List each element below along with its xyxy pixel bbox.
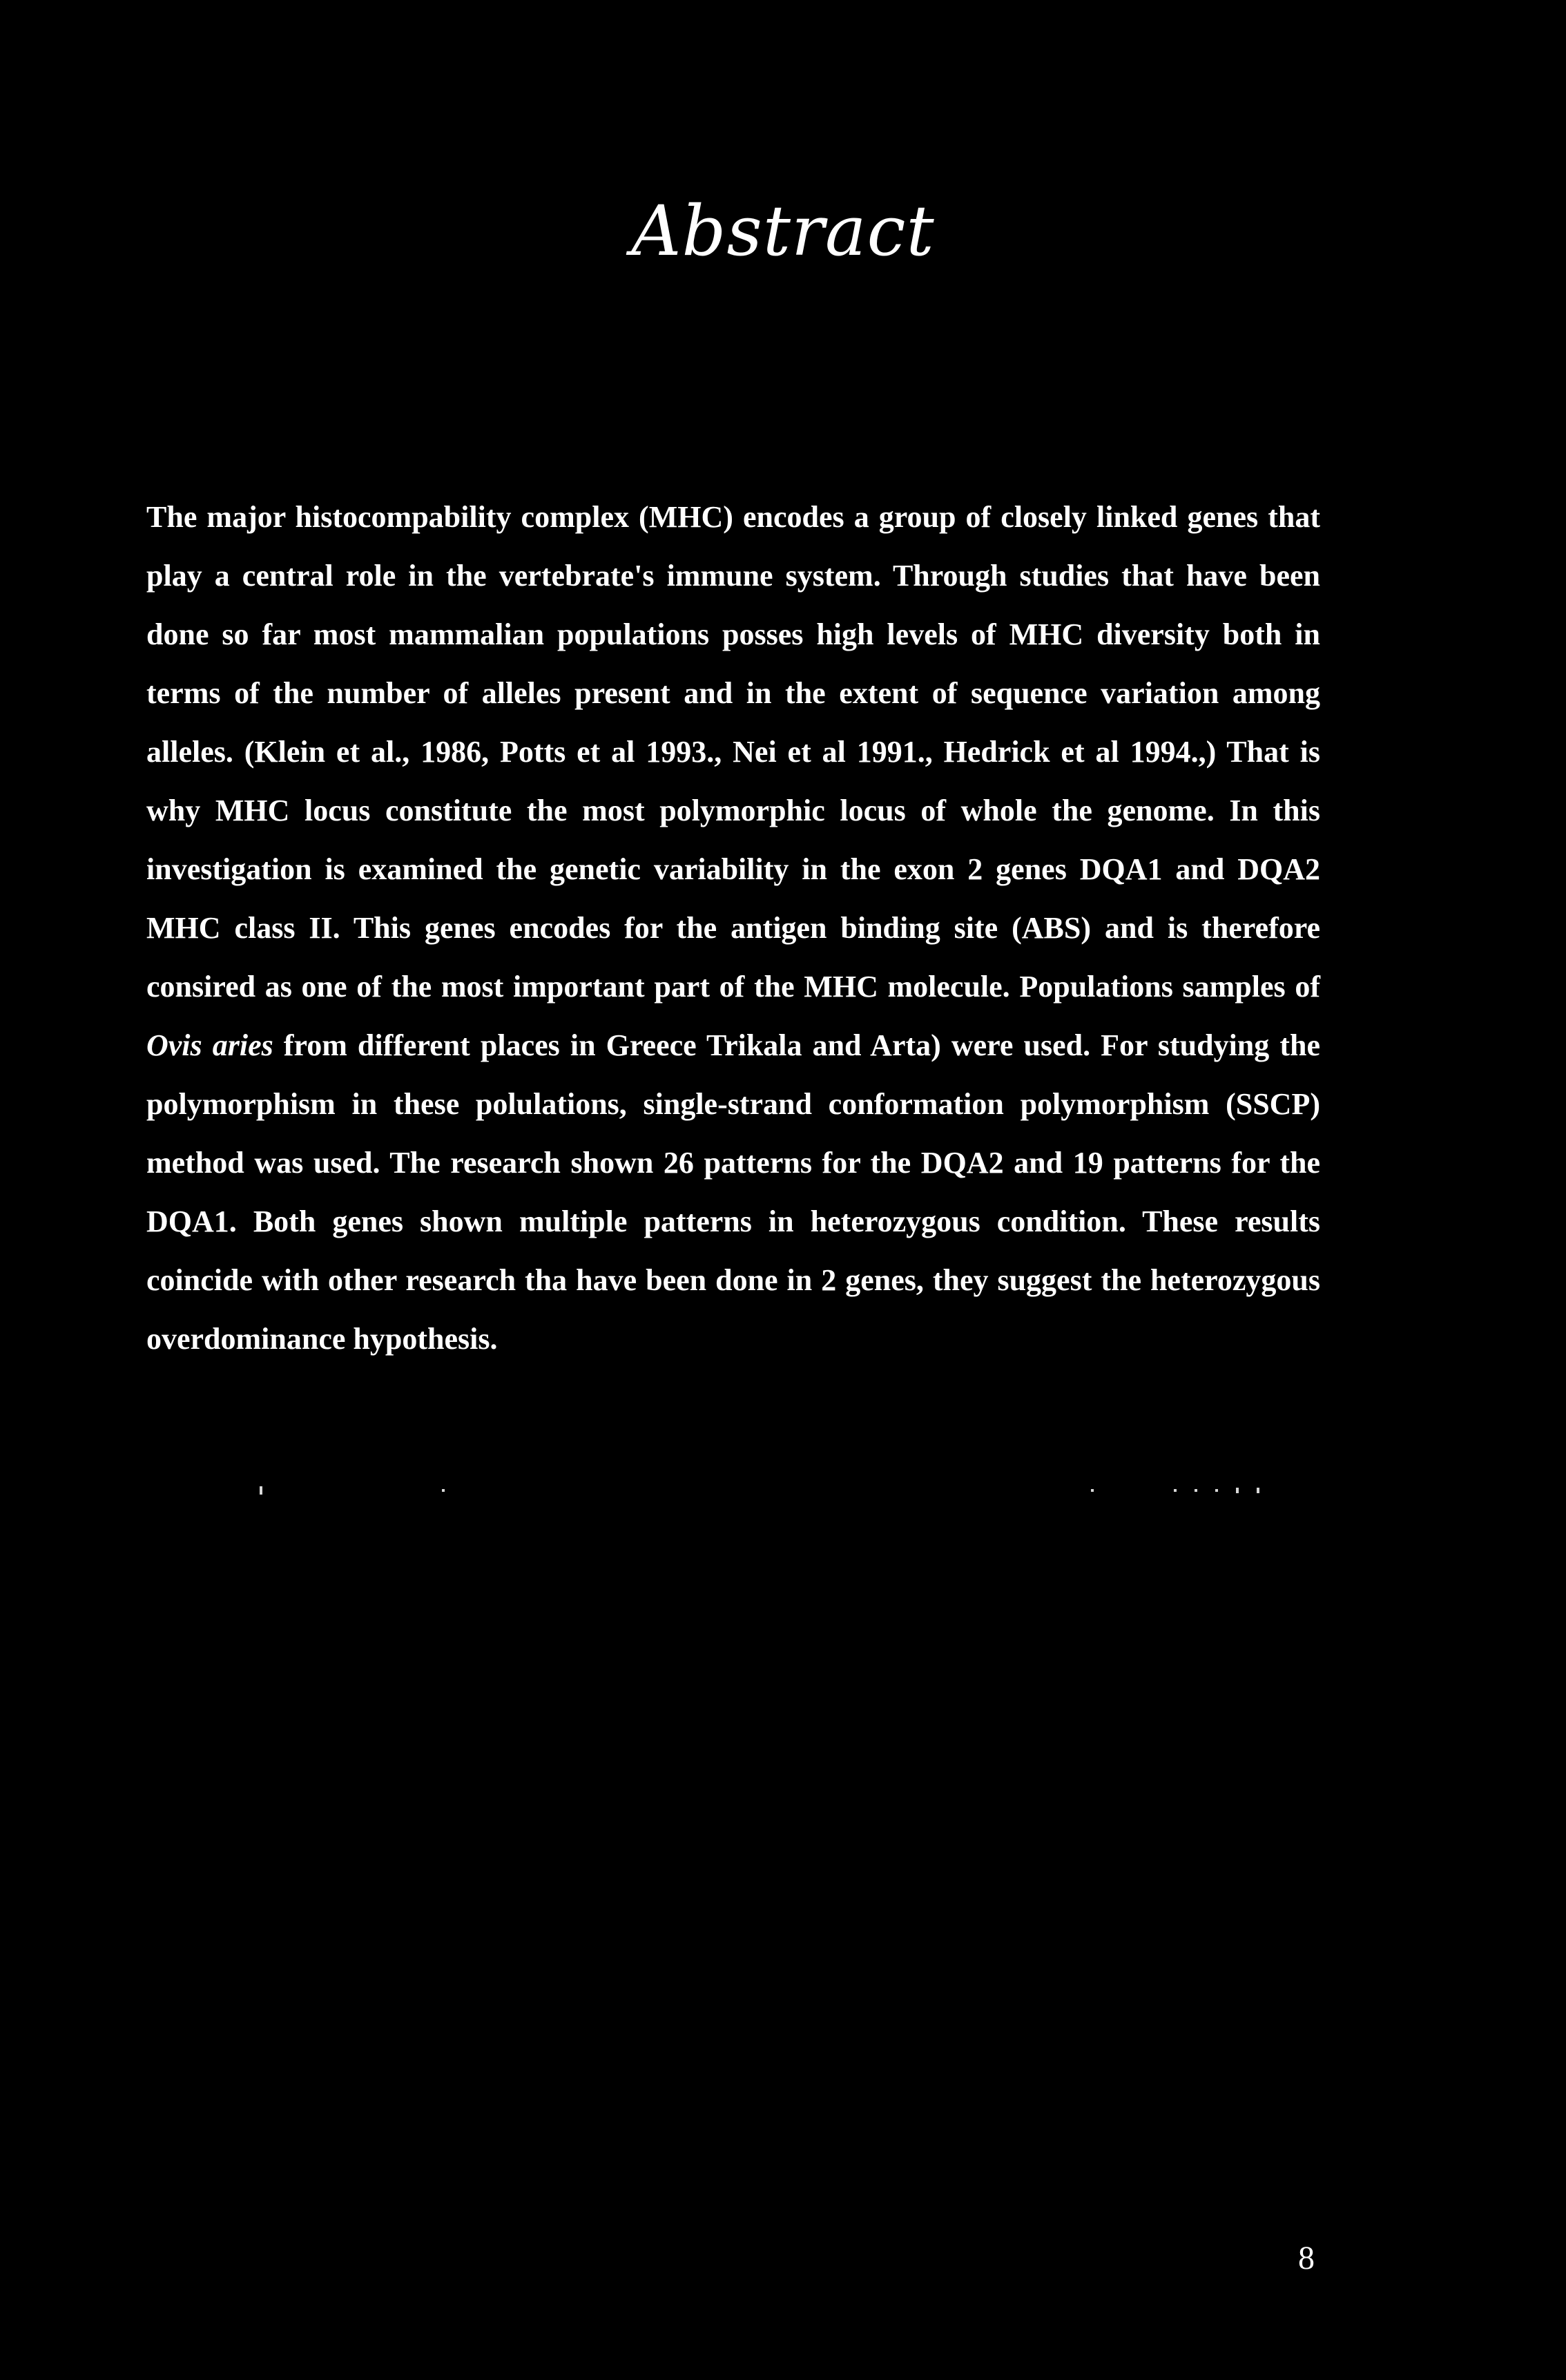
species-name: Ovis aries bbox=[146, 1028, 273, 1062]
page-title: Abstract bbox=[631, 191, 935, 271]
abstract-text-part2: from different places in Greece Trikala and Arta) were used. For studying the polymorphism in these polulations, single-strand conformation polymorphism (SSCP) method was used. The research shown 26 patterns for the DQA2 and 19 patterns for the DQA1. Both genes shown multiple patterns in heterozygous condition. These results coincide with other research tha have been done in 2 genes, they suggest the heterozygous overdominance hypothesis. bbox=[146, 1028, 1320, 1356]
page-number: 8 bbox=[1298, 2240, 1315, 2276]
abstract-text-part1: The major histocompability complex (MHC) encodes a group of closely linked genes that play a central role in the vertebrate's immune system. Through studies that have been done so far most mammalian populations posses high levels of MHC diversity both in terms of the number of alleles present and in the extent of sequence variation among alleles. (Klein et al., 1986, Potts et al 1993., Nei et al 1991., Hedrick et al 1994.,) That is why MHC locus constitute the most polymorphic locus of whole the genome. In this investigation is examined the genetic variability in the exon 2 genes DQA1 and DQA2 MHC class II. This genes encodes for the antigen binding site (ABS) and is therefore consired as one of the most important part of the MHC molecule. Populations samples of bbox=[146, 500, 1320, 1004]
scan-artifact-marks bbox=[0, 1486, 1566, 1514]
abstract-paragraph bbox=[146, 488, 1320, 1368]
